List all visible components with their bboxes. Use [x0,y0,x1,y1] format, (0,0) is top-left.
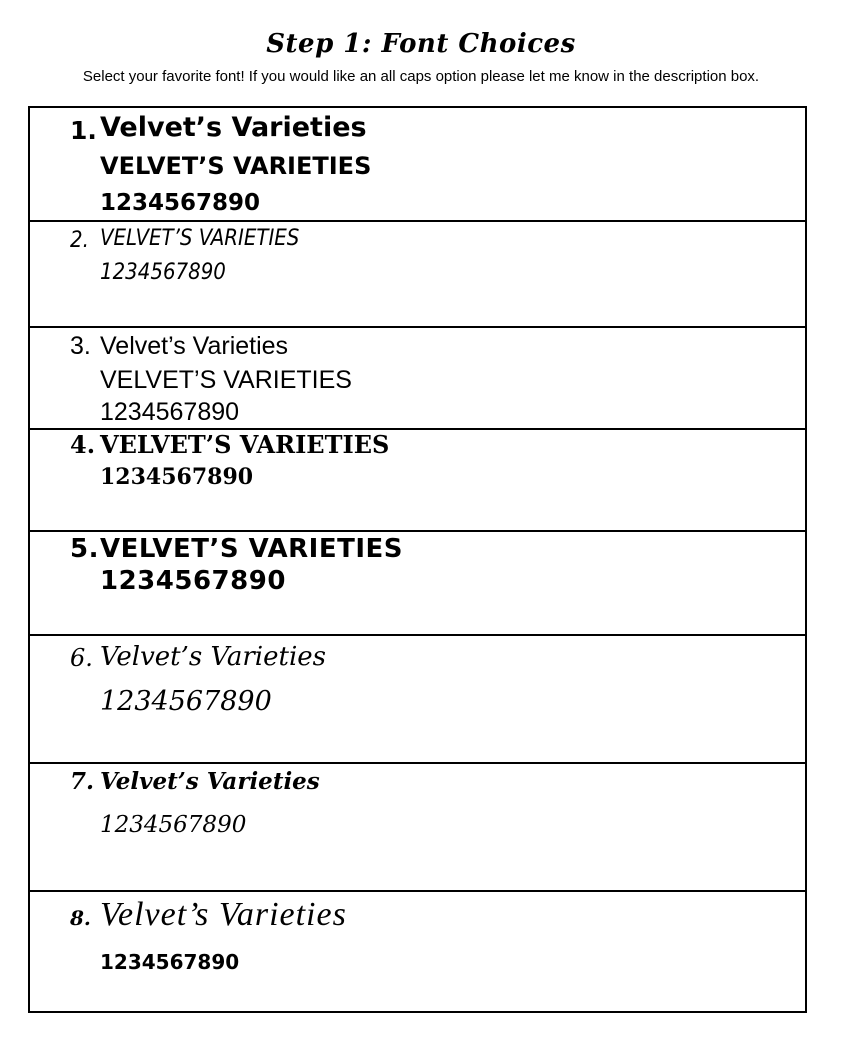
page-title: Step 1: Font Choices [266,29,576,59]
font-sample-numbers: 1234567890 [100,260,226,285]
option-number: 3. [70,332,91,360]
font-option-5[interactable] [30,532,805,636]
page-instructions: Select your favorite font! If you would like an all caps option please let me know in the description box. [82,68,760,85]
option-number: 6. [70,644,93,672]
font-sample-mixed-case: Velvet’s Varieties [100,332,289,360]
option-number: 5. [70,534,99,564]
font-sample-numbers: 1234567890 [100,464,254,490]
font-option-2[interactable] [30,222,805,328]
font-sample-all-caps: VELVET’S VARIETIES [100,152,372,180]
font-sample-numbers: 1234567890 [100,950,240,974]
font-sample-all-caps: VELVET’S VARIETIES [100,430,390,459]
font-sample-numbers: 1234567890 [100,566,286,596]
font-sample-numbers: 1234567890 [100,812,247,838]
font-sample-all-caps: VELVET’S VARIETIES [100,226,300,251]
font-option-4[interactable] [30,430,805,532]
font-sample-numbers: 1234567890 [100,398,240,426]
font-sample-all-caps: VELVET’S VARIETIES [100,366,352,394]
option-number: 7. [70,768,95,795]
font-sample-mixed-case: Velvet’s Varieties [100,896,347,933]
font-option-8[interactable] [30,892,805,1011]
font-option-6[interactable] [30,636,805,764]
font-sample-all-caps: VELVET’S VARIETIES [100,534,403,564]
font-sample-mixed-case: Velvet’s Varieties [100,768,320,795]
option-number: 1. [70,116,97,145]
option-number: 2. [70,228,89,253]
font-sample-numbers: 1234567890 [100,686,272,717]
font-sample-numbers: 1234567890 [100,190,261,216]
font-sample-mixed-case: Velvet’s Varieties [100,112,367,143]
option-number: 4. [70,430,96,459]
option-number: 8. [70,906,91,930]
font-option-1[interactable] [30,108,805,222]
font-option-3[interactable] [30,328,805,430]
font-choices-table [28,106,807,1013]
font-sample-mixed-case: Velvet’s Varieties [100,642,327,672]
font-option-7[interactable] [30,764,805,892]
